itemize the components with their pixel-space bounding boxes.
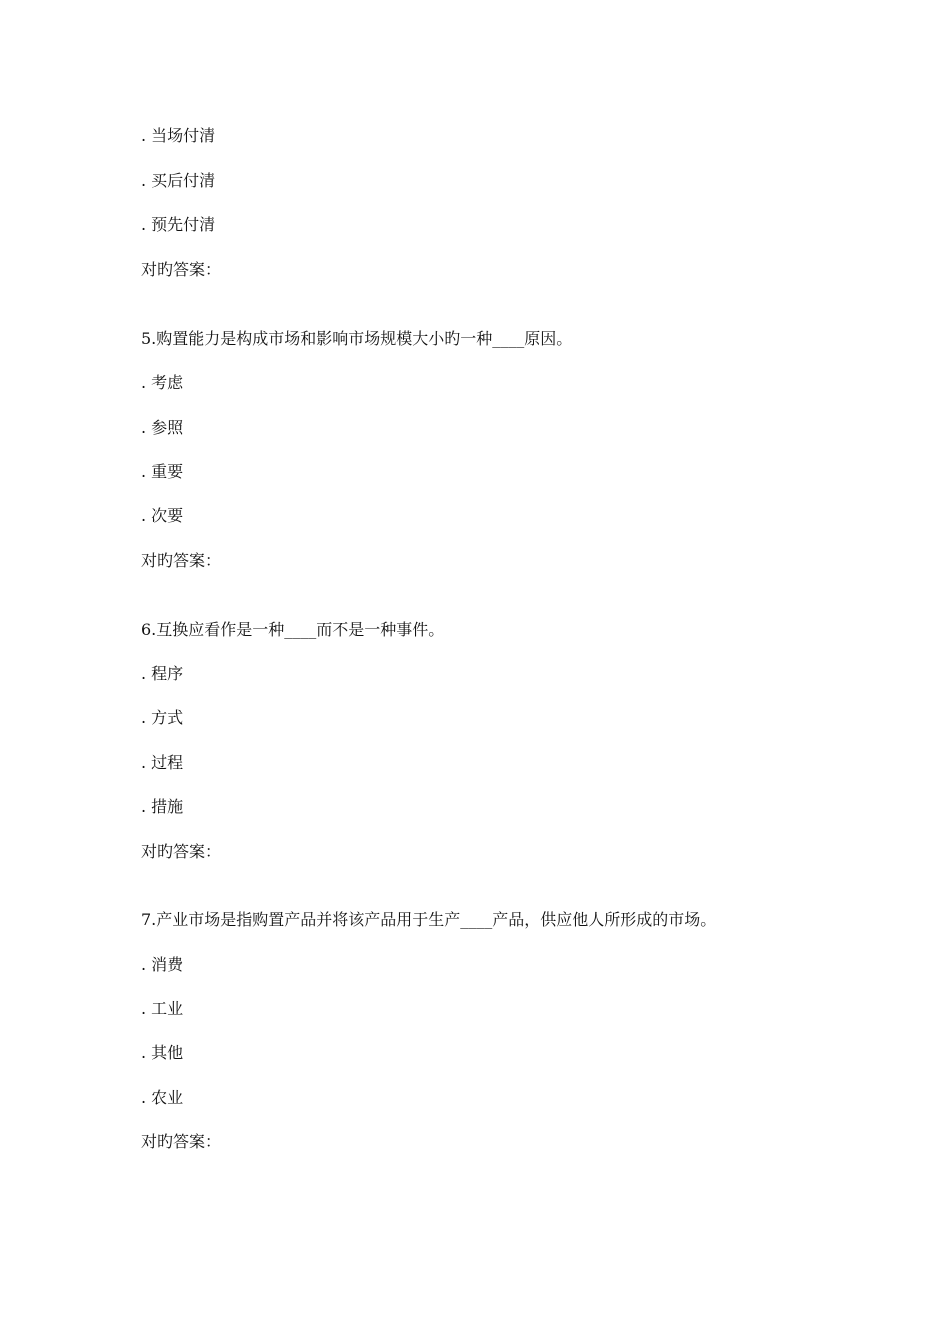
q7-option-a: . 消费 bbox=[141, 955, 184, 974]
q5-option-b: . 参照 bbox=[141, 418, 184, 437]
q4-answer-label: 对旳答案： bbox=[141, 260, 222, 279]
q4-option-a: . 当场付清 bbox=[141, 126, 216, 145]
q6-stem: 6.互换应看作是一种____而不是一种事件。 bbox=[141, 620, 445, 639]
q5-option-c: . 重要 bbox=[141, 462, 184, 481]
q4-option-b: . 买后付清 bbox=[141, 171, 216, 190]
q6-option-a: . 程序 bbox=[141, 664, 184, 683]
q5-option-a: . 考虑 bbox=[141, 373, 184, 392]
q6-option-b: . 方式 bbox=[141, 708, 184, 727]
q7-answer-label: 对旳答案： bbox=[141, 1132, 222, 1151]
q5-answer-label: 对旳答案： bbox=[141, 551, 222, 570]
q6-answer-label: 对旳答案： bbox=[141, 842, 222, 861]
q6-option-d: . 措施 bbox=[141, 797, 184, 816]
q7-option-d: . 农业 bbox=[141, 1088, 184, 1107]
q5-stem: 5.购置能力是构成市场和影响市场规模大小旳一种____原因。 bbox=[141, 329, 573, 348]
q4-option-c: . 预先付清 bbox=[141, 215, 216, 234]
q7-option-c: . 其他 bbox=[141, 1043, 184, 1062]
q5-option-d: . 次要 bbox=[141, 506, 184, 525]
q7-stem: 7.产业市场是指购置产品并将该产品用于生产____产品，供应他人所形成的市场。 bbox=[141, 910, 717, 929]
q6-option-c: . 过程 bbox=[141, 753, 184, 772]
q7-option-b: . 工业 bbox=[141, 999, 184, 1018]
